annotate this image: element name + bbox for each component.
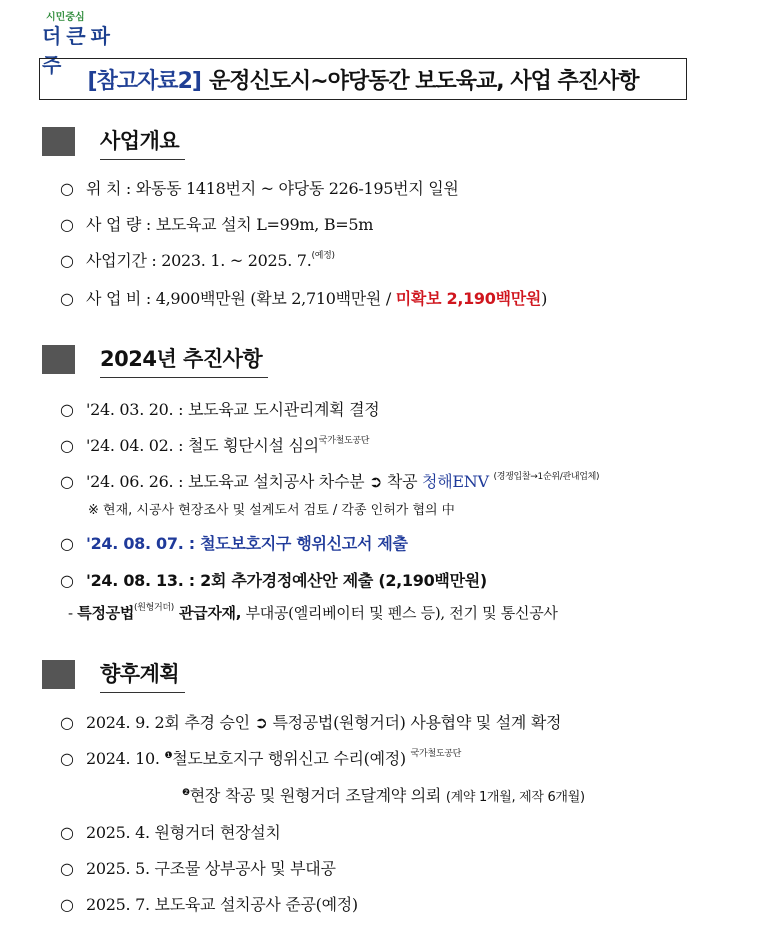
section-marker <box>42 660 75 689</box>
section-marker <box>42 345 75 374</box>
unsecured-budget: 미확보 2,190백만원 <box>395 289 542 308</box>
section-marker <box>42 127 75 156</box>
list-item: ○ '24. 06. 26. : 보도육교 설치공사 차수분 ➲ 착공 청해ENV $^{(경쟁입찰\to 1순위/관내업체)}$ <box>60 472 600 491</box>
list-item: ○ 위 치 : 와동동 1418번지 ~ 야당동 226-195번지 일원 <box>60 179 459 198</box>
logo-tagline: 시민중심 <box>46 12 85 23</box>
section-title: 향후계획 <box>100 658 185 693</box>
list-item: ○ 사 업 량 : 보도육교 설치 L=99m, B=5m <box>60 215 374 234</box>
list-item: ○ 2024. 9. 2회 추경 승인 ➲ 특정공법(원형거더) 사용협약 및 설계 확정 <box>60 713 562 732</box>
title-text: 운정신도시~야당동간 보도육교, 사업 추진사항 <box>208 68 639 94</box>
list-item: ○ '24. 08. 07. : 철도보호지구 행위신고서 제출 <box>60 534 408 553</box>
page-title <box>39 58 687 100</box>
list-item: ○ 2024. 10. $^❶$철도보호지구 행위신고 수리(예정) $^{국가철도공단}$ <box>60 749 462 768</box>
list-item: ○ 2025. 5. 구조물 상부공사 및 부대공 <box>60 859 336 878</box>
title-reference: [참고자료2] <box>87 68 201 94</box>
city-logo <box>42 8 122 77</box>
list-item: ○ 2025. 7. 보도육교 설치공사 준공(예정) <box>60 895 358 914</box>
list-item: ○ '24. 03. 20. : 보도육교 도시관리계획 결정 <box>60 400 380 419</box>
section-title: 사업개요 <box>100 125 185 160</box>
list-item: ○ '24. 08. 13. : 2회 추가경정예산안 제출 (2,190백만원) <box>60 571 487 590</box>
sub-item: - 특정공법$^{(원형거더)}$ 관급자재, 부대공(엘리베이터 및 펜스 등), 전기 및 통신공사 <box>68 603 558 622</box>
section-title: 2024년 추진사항 <box>100 343 268 378</box>
list-item: ○ 사업기간 : 2023. 1. ~ 2025. 7.$^{(예정)}$ <box>60 251 335 270</box>
list-item: ○ '24. 04. 02. : 철도 횡단시설 심의$^{국가철도공단}$ <box>60 436 370 455</box>
list-item: ○ 사 업 비 : 4,900백만원 (확보 2,710백만원 / 미확보 2,190백만원) <box>60 289 548 308</box>
logo-text: 더 큰 파주 <box>42 24 109 77</box>
sub-item: $^❷$현장 착공 및 원형거더 조달계약 의뢰 (계약 1개월, 제작 6개월) <box>182 786 585 805</box>
note: ※ 현재, 시공사 현장조사 및 설계도서 검토 / 각종 인허가 협의 中 <box>88 503 455 518</box>
list-item: ○ 2025. 4. 원형거더 현장설치 <box>60 823 281 842</box>
